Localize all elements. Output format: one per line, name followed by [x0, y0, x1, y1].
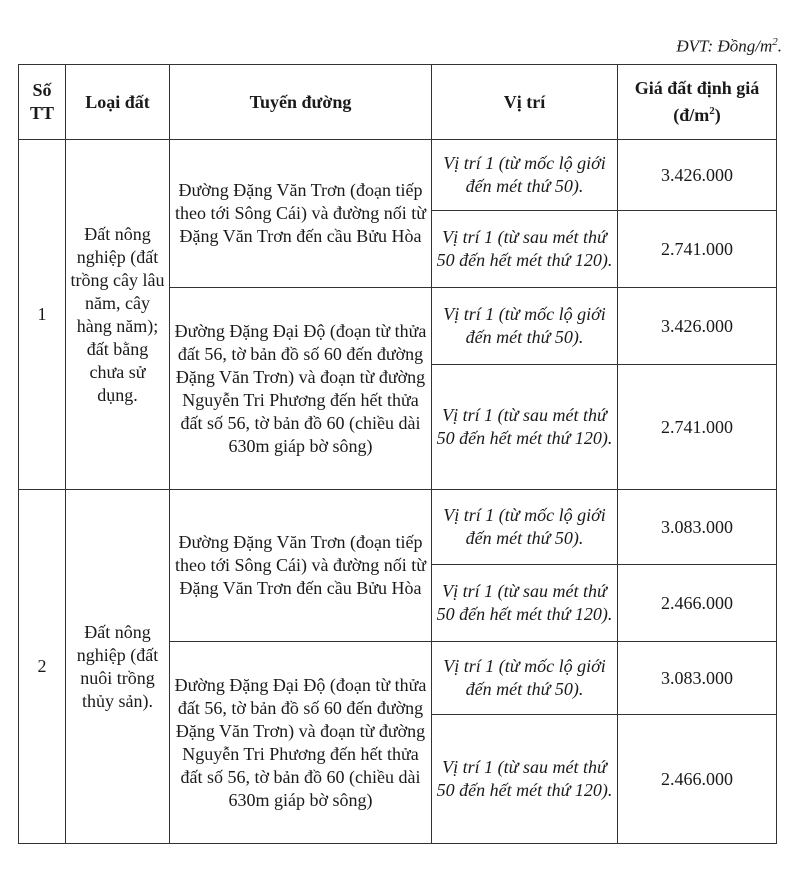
price-cell: 3.426.000 [618, 140, 777, 211]
position-cell: Vị trí 1 (từ sau mét thứ 50 đến hết mét thứ 120). [432, 565, 618, 642]
position-cell: Vị trí 1 (từ sau mét thứ 50 đến hết mét thứ 120). [432, 715, 618, 844]
price-cell: 2.466.000 [618, 715, 777, 844]
header-route: Tuyến đường [170, 65, 432, 140]
position-cell: Vị trí 1 (từ mốc lộ giới đến mét thứ 50). [432, 642, 618, 715]
position-cell: Vị trí 1 (từ mốc lộ giới đến mét thứ 50). [432, 288, 618, 365]
price-cell: 2.466.000 [618, 565, 777, 642]
header-land-type: Loại đất [66, 65, 170, 140]
row-number: 2 [19, 490, 66, 844]
route-cell: Đường Đặng Văn Trơn (đoạn tiếp theo tới Sông Cái) và đường nối từ Đặng Văn Trơn đến cầu Bửu Hòa [170, 140, 432, 288]
land-price-table [18, 64, 777, 844]
header-row [19, 65, 777, 140]
price-cell: 2.741.000 [618, 365, 777, 490]
price-cell: 3.426.000 [618, 288, 777, 365]
route-cell: Đường Đặng Đại Độ (đoạn từ thửa đất 56, tờ bản đồ số 60 đến đường Đặng Văn Trơn) và đoạn từ đường Nguyễn Tri Phương đến hết thửa đất số 56, tờ bản đồ 60 (chiều dài 630m giáp bờ sông) [170, 288, 432, 490]
price-cell: 2.741.000 [618, 211, 777, 288]
price-cell: 3.083.000 [618, 490, 777, 565]
position-cell: Vị trí 1 (từ sau mét thứ 50 đến hết mét thứ 120). [432, 211, 618, 288]
header-position: Vị trí [432, 65, 618, 140]
table-row [19, 490, 777, 565]
route-cell: Đường Đặng Đại Độ (đoạn từ thửa đất 56, tờ bản đồ số 60 đến đường Đặng Văn Trơn) và đoạn từ đường Nguyễn Tri Phương đến hết thửa đất số 56, tờ bản đồ 60 (chiều dài 630m giáp bờ sông) [170, 642, 432, 844]
land-type-cell: Đất nông nghiệp (đất trồng cây lâu năm, cây hàng năm); đất bằng chưa sử dụng. [66, 140, 170, 490]
header-price: Giá đất định giá $(đ/m^2)$ [618, 65, 777, 140]
position-cell: Vị trí 1 (từ mốc lộ giới đến mét thứ 50). [432, 140, 618, 211]
route-cell: Đường Đặng Văn Trơn (đoạn tiếp theo tới Sông Cái) và đường nối từ Đặng Văn Trơn đến cầu Bửu Hòa [170, 490, 432, 642]
table-row [19, 140, 777, 211]
unit-note: ĐVT: Đồng/$m^2$. [676, 36, 782, 56]
price-cell: 3.083.000 [618, 642, 777, 715]
position-cell: Vị trí 1 (từ sau mét thứ 50 đến hết mét thứ 120). [432, 365, 618, 490]
position-cell: Vị trí 1 (từ mốc lộ giới đến mét thứ 50). [432, 490, 618, 565]
header-no: Số TT [19, 65, 66, 140]
land-type-cell: Đất nông nghiệp (đất nuôi trồng thủy sản). [66, 490, 170, 844]
row-number: 1 [19, 140, 66, 490]
